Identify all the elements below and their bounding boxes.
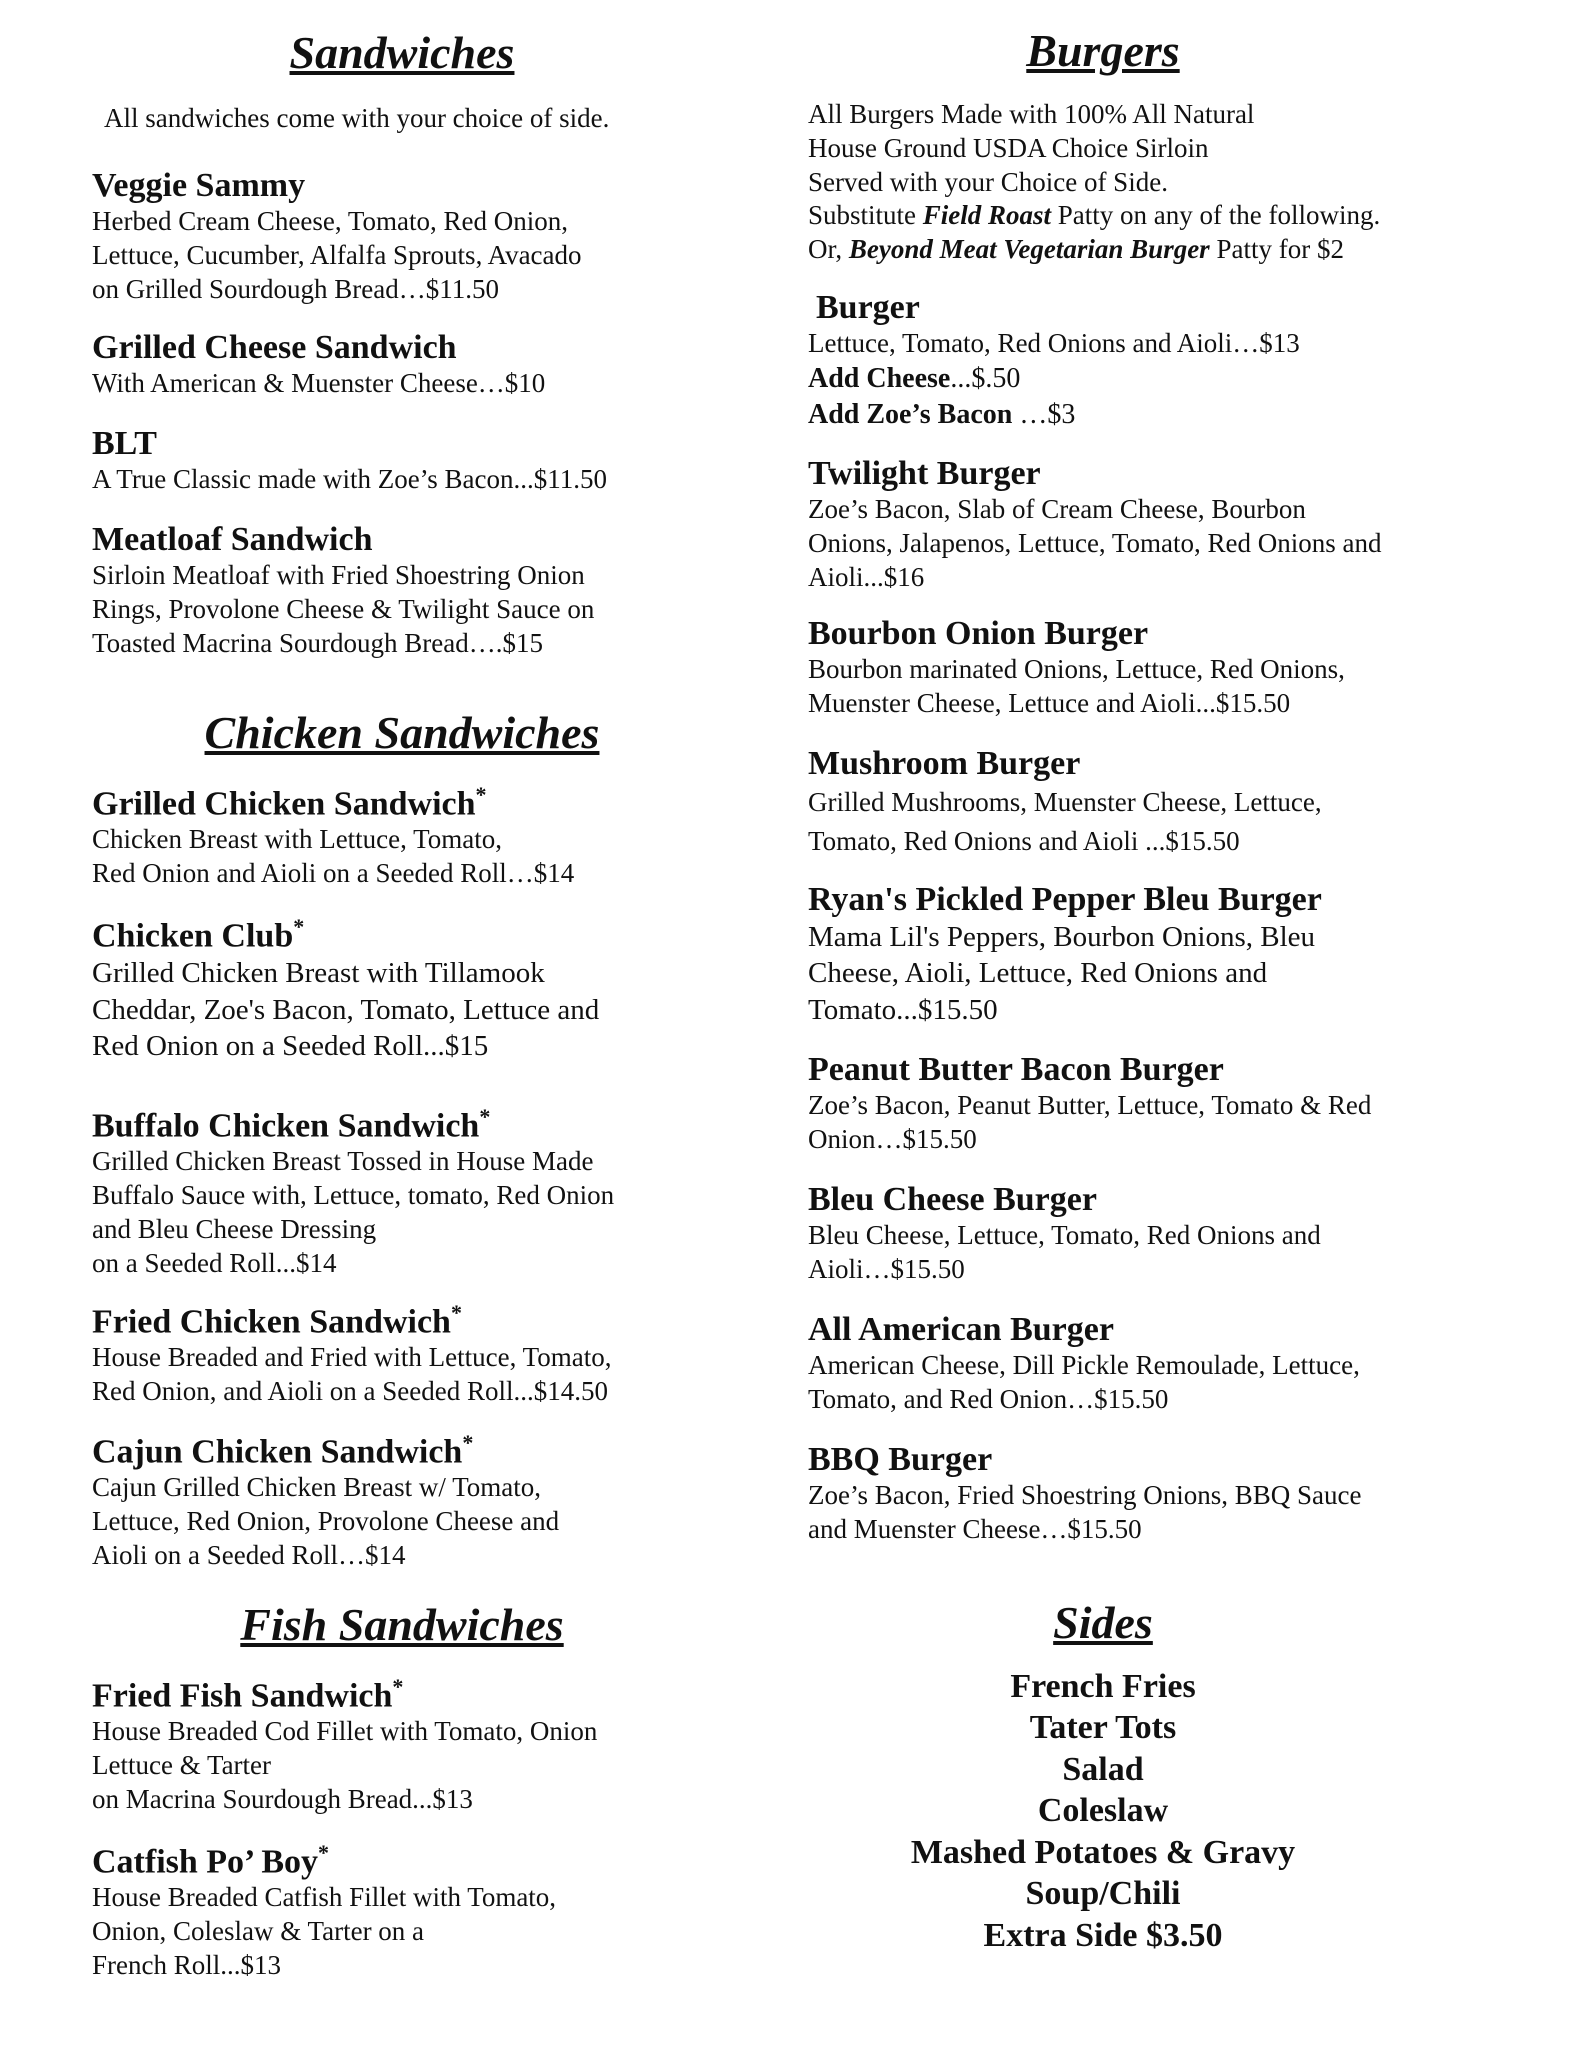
item-name-row xyxy=(92,782,712,823)
item-name: Meatloaf Sandwich xyxy=(92,521,373,558)
menu-item-bourbon-onion-burger xyxy=(808,614,1468,721)
item-desc: Grilled Mushrooms, Muenster Cheese, Lettuce, Tomato, Red Onions and Aioli ...$15.50 xyxy=(808,787,1322,857)
item-desc: Lettuce, Tomato, Red Onions and Aioli…$13 xyxy=(808,328,1300,359)
menu-item-catfish-po-boy xyxy=(92,1840,712,1983)
item-name: Buffalo Chicken Sandwich xyxy=(92,1107,480,1145)
item-name: Ryan's Pickled Pepper Bleu Burger xyxy=(808,881,1322,918)
item-desc: Zoe’s Bacon, Slab of Cream Cheese, Bourbon Onions, Jalapenos, Lettuce, Tomato, Red Onions and Aioli...$16 xyxy=(808,494,1382,592)
side-item: Coleslaw xyxy=(1037,1792,1169,1830)
item-name: Veggie Sammy xyxy=(92,167,306,204)
item-desc: American Cheese, Dill Pickle Remoulade, Lettuce, Tomato, and Red Onion…$15.50 xyxy=(808,1350,1360,1414)
menu-item-blt xyxy=(92,424,712,497)
menu-item-burger xyxy=(808,288,1468,434)
add-cheese-line xyxy=(808,361,1468,397)
item-desc: Grilled Chicken Breast Tossed in House Made Buffalo Sauce with, Lettuce, tomato, Red Onion and Bleu Cheese Dressing on a Seeded Roll...$14 xyxy=(92,1146,615,1278)
menu-item-fried-chicken xyxy=(92,1300,712,1409)
asterisk-mark: * xyxy=(450,1300,462,1325)
item-name: All American Burger xyxy=(808,1311,1114,1348)
chicken-sandwiches-title: Chicken Sandwiches xyxy=(204,707,600,758)
menu-item-grilled-cheese xyxy=(92,328,712,401)
add-bacon-price: …$3 xyxy=(1012,399,1076,431)
side-item: Salad xyxy=(1062,1750,1144,1788)
item-name: Mushroom Burger xyxy=(808,745,1081,782)
item-name: Bleu Cheese Burger xyxy=(808,1181,1097,1218)
add-cheese-price: ...$.50 xyxy=(950,362,1021,394)
item-name: Fried Chicken Sandwich xyxy=(92,1303,451,1341)
add-bacon-line xyxy=(808,397,1468,433)
menu-item-pickled-pepper-bleu-burger xyxy=(808,880,1468,1028)
item-desc: Mama Lil's Peppers, Bourbon Onions, Bleu Cheese, Aioli, Lettuce, Red Onions and Tomato...$15.50 xyxy=(808,921,1316,1026)
menu-item-chicken-club xyxy=(92,914,712,1064)
asterisk-mark: * xyxy=(475,782,487,807)
asterisk-mark: * xyxy=(479,1104,491,1129)
sandwiches-title: Sandwiches xyxy=(289,27,515,78)
substitute-suffix: Patty on any of the following. xyxy=(1051,200,1381,231)
menu-item-twilight-burger xyxy=(808,454,1468,594)
item-desc: House Breaded and Fried with Lettuce, Tomato, Red Onion, and Aioli on a Seeded Roll...$14.50 xyxy=(92,1342,612,1407)
item-name-row xyxy=(92,1674,712,1715)
burgers-intro-line4 xyxy=(808,199,1468,233)
menu-item-peanut-butter-bacon-burger xyxy=(808,1050,1468,1157)
item-name: BLT xyxy=(92,425,157,462)
beyond-meat-text: Beyond Meat Vegetarian Burger xyxy=(848,234,1210,264)
item-name: BBQ Burger xyxy=(808,1441,993,1478)
item-desc: Bleu Cheese, Lettuce, Tomato, Red Onions and Aioli…$15.50 xyxy=(808,1220,1321,1284)
burgers-intro-line1: All Burgers Made with 100% All Natural xyxy=(808,99,1255,129)
item-desc: A True Classic made with Zoe’s Bacon...$11.50 xyxy=(92,464,607,495)
item-desc: Zoe’s Bacon, Peanut Butter, Lettuce, Tomato & Red Onion…$15.50 xyxy=(808,1090,1372,1154)
item-desc: Chicken Breast with Lettuce, Tomato, Red Onion and Aioli on a Seeded Roll…$14 xyxy=(92,824,575,889)
field-roast-text: Field Roast xyxy=(922,200,1052,231)
menu-item-bleu-cheese-burger xyxy=(808,1180,1468,1287)
item-name: Grilled Cheese Sandwich xyxy=(92,329,457,366)
item-name: Twilight Burger xyxy=(808,455,1041,492)
sandwiches-note: All sandwiches come with your choice of side. xyxy=(104,103,610,133)
item-name: Cajun Chicken Sandwich xyxy=(92,1433,463,1471)
menu-item-veggie-sammy xyxy=(92,166,712,306)
item-name: Bourbon Onion Burger xyxy=(808,615,1149,652)
item-name-row xyxy=(92,1430,712,1471)
burgers-title: Burgers xyxy=(1026,25,1180,76)
menu-item-meatloaf-sandwich xyxy=(92,520,712,660)
menu-item-fried-fish xyxy=(92,1674,712,1817)
item-desc: Grilled Chicken Breast with Tillamook Cheddar, Zoe's Bacon, Tomato, Lettuce and Red Onion on a Seeded Roll...$15 xyxy=(92,957,600,1062)
or-prefix: Or, xyxy=(808,234,849,264)
sides-title: Sides xyxy=(1053,1597,1153,1648)
burgers-intro xyxy=(808,98,1468,267)
item-name: Fried Fish Sandwich xyxy=(92,1677,393,1715)
item-desc: Cajun Grilled Chicken Breast w/ Tomato, Lettuce, Red Onion, Provolone Cheese and Aioli on a Seeded Roll…$14 xyxy=(92,1472,560,1570)
burgers-intro-line3: Served with your Choice of Side. xyxy=(808,166,1168,197)
menu-item-bbq-burger xyxy=(808,1440,1468,1547)
side-item: Soup/Chili xyxy=(1025,1875,1181,1913)
item-name: Peanut Butter Bacon Burger xyxy=(808,1051,1224,1088)
item-name-row xyxy=(92,1840,712,1881)
sides-list xyxy=(798,1666,1408,1956)
side-item: Mashed Potatoes & Gravy xyxy=(910,1833,1296,1871)
side-item: French Fries xyxy=(1010,1668,1196,1705)
side-item: Extra Side $3.50 xyxy=(983,1916,1223,1954)
asterisk-mark: * xyxy=(318,1840,330,1865)
item-desc: With American & Muenster Cheese…$10 xyxy=(92,368,546,399)
menu-item-cajun-chicken xyxy=(92,1430,712,1573)
item-name: Catfish Po’ Boy xyxy=(92,1843,319,1881)
item-name: Chicken Club xyxy=(92,917,294,955)
item-desc: House Breaded Catfish Fillet with Tomato, Onion, Coleslaw & Tarter on a French Roll...$13 xyxy=(92,1882,557,1980)
item-name-row xyxy=(92,1300,712,1341)
burgers-intro-line2: House Ground USDA Choice Sirloin xyxy=(808,132,1209,163)
asterisk-mark: * xyxy=(392,1674,404,1699)
item-desc: Bourbon marinated Onions, Lettuce, Red Onions, Muenster Cheese, Lettuce and Aioli...$15.50 xyxy=(808,654,1345,718)
item-name: Burger xyxy=(816,289,920,326)
menu-item-grilled-chicken xyxy=(92,782,712,891)
add-cheese-label: Add Cheese xyxy=(808,362,951,394)
item-desc: House Breaded Cod Fillet with Tomato, Onion Lettuce & Tarter on Macrina Sourdough Bread...$13 xyxy=(92,1716,598,1814)
substitute-prefix: Substitute xyxy=(808,200,923,231)
burgers-intro-line5 xyxy=(808,233,1468,267)
menu-item-all-american-burger xyxy=(808,1310,1468,1417)
menu-item-buffalo-chicken xyxy=(92,1104,712,1280)
asterisk-mark: * xyxy=(293,914,305,939)
item-name-row xyxy=(92,1104,712,1145)
menu-item-mushroom-burger xyxy=(808,744,1468,861)
add-bacon-label: Add Zoe’s Bacon xyxy=(808,399,1013,431)
asterisk-mark: * xyxy=(462,1430,474,1455)
item-name: Grilled Chicken Sandwich xyxy=(92,785,476,823)
or-suffix: Patty for $2 xyxy=(1209,234,1344,264)
side-item: Tater Tots xyxy=(1029,1709,1177,1747)
item-desc: Herbed Cream Cheese, Tomato, Red Onion, Lettuce, Cucumber, Alfalfa Sprouts, Avacado on Grilled Sourdough Bread…$11.50 xyxy=(92,206,582,304)
item-name-row xyxy=(92,914,712,955)
item-desc: Zoe’s Bacon, Fried Shoestring Onions, BBQ Sauce and Muenster Cheese…$15.50 xyxy=(808,1480,1362,1544)
fish-sandwiches-title: Fish Sandwiches xyxy=(240,1599,564,1650)
item-desc: Sirloin Meatloaf with Fried Shoestring Onion Rings, Provolone Cheese & Twilight Sauce on Toasted Macrina Sourdough Bread….$15 xyxy=(92,560,595,658)
